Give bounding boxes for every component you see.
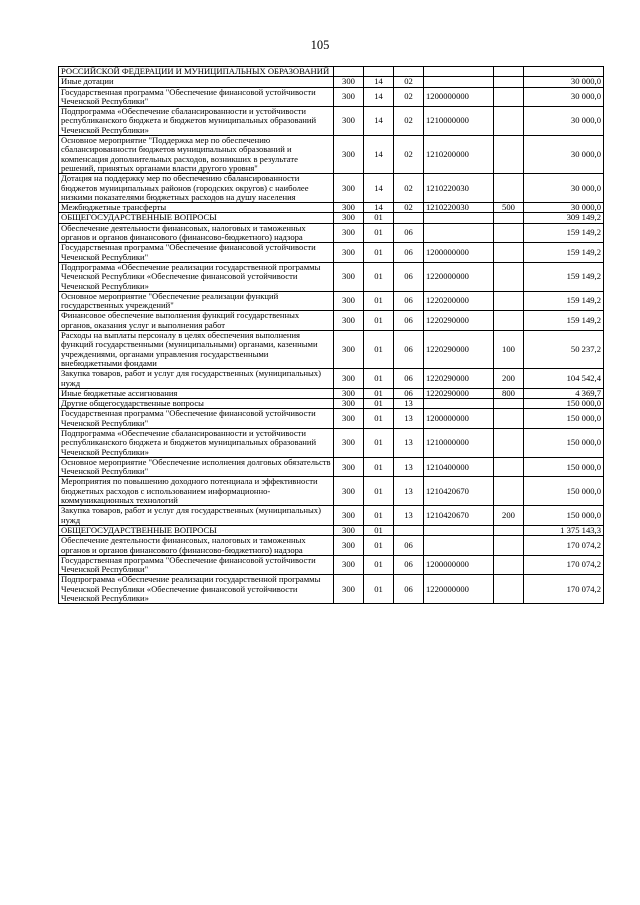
row-target-article: 1220290000: [424, 388, 494, 398]
row-expense-type: [494, 291, 524, 311]
table-row: [59, 311, 604, 331]
table-row: [59, 477, 604, 506]
row-target-article: 1220290000: [424, 369, 494, 389]
row-grbs: 300: [334, 243, 364, 263]
row-amount: 159 149,2: [524, 223, 604, 243]
table-row: [59, 203, 604, 213]
row-target-article: 1200000000: [424, 243, 494, 263]
row-grbs: 300: [334, 311, 364, 331]
row-podrazdel: 02: [394, 136, 424, 174]
row-expense-type: 200: [494, 369, 524, 389]
row-name: Закупка товаров, работ и услуг для государственных (муниципальных) нужд: [59, 369, 334, 389]
row-podrazdel: 06: [394, 243, 424, 263]
row-podrazdel: 06: [394, 311, 424, 331]
row-expense-type: 200: [494, 506, 524, 526]
row-grbs: 300: [334, 77, 364, 87]
row-grbs: 300: [334, 506, 364, 526]
table-row: [59, 213, 604, 223]
row-razdel: 01: [364, 575, 394, 604]
row-expense-type: [494, 536, 524, 556]
row-name: Иные бюджетные ассигнования: [59, 388, 334, 398]
row-target-article: 1210420670: [424, 477, 494, 506]
row-name: РОССИЙСКОЙ ФЕДЕРАЦИИ И МУНИЦИПАЛЬНЫХ ОБРАЗОВАНИЙ: [59, 67, 334, 77]
row-podrazdel: 06: [394, 555, 424, 575]
table-row: [59, 369, 604, 389]
row-amount: 150 000,0: [524, 506, 604, 526]
row-razdel: 01: [364, 399, 394, 409]
row-name: Основное мероприятие "Обеспечение исполнения долговых обязательств Чеченской Республики": [59, 457, 334, 477]
row-amount: 30 000,0: [524, 174, 604, 203]
row-expense-type: [494, 457, 524, 477]
row-amount: 159 149,2: [524, 243, 604, 263]
row-name: Расходы на выплаты персоналу в целях обеспечения выполнения функций государственными (муниципальными) органами, казенными учреждениями, органами управления государственными внебюджетными фондами: [59, 331, 334, 369]
row-amount: 150 000,0: [524, 399, 604, 409]
row-grbs: 300: [334, 107, 364, 136]
row-grbs: 300: [334, 428, 364, 457]
row-expense-type: 100: [494, 331, 524, 369]
row-target-article: [424, 525, 494, 535]
row-target-article: 1210200000: [424, 136, 494, 174]
table-row: [59, 575, 604, 604]
row-razdel: 01: [364, 428, 394, 457]
row-razdel: 14: [364, 136, 394, 174]
row-expense-type: [494, 555, 524, 575]
row-podrazdel: 13: [394, 428, 424, 457]
row-grbs: 300: [334, 388, 364, 398]
row-grbs: 300: [334, 555, 364, 575]
row-podrazdel: [394, 525, 424, 535]
table-row: [59, 399, 604, 409]
row-expense-type: [494, 223, 524, 243]
table-row: [59, 457, 604, 477]
row-name: Основное мероприятие "Обеспечение реализации функций государственных учреждений": [59, 291, 334, 311]
row-amount: 30 000,0: [524, 87, 604, 107]
row-name: Закупка товаров, работ и услуг для государственных (муниципальных) нужд: [59, 506, 334, 526]
row-grbs: 300: [334, 536, 364, 556]
row-name: Государственная программа "Обеспечение финансовой устойчивости Чеченской Республики": [59, 409, 334, 429]
row-podrazdel: 06: [394, 536, 424, 556]
row-grbs: 300: [334, 399, 364, 409]
row-name: Подпрограмма «Обеспечение сбалансированности и устойчивости республиканского бюджета и бюджетов муниципальных образований Чеченской Республики»: [59, 107, 334, 136]
row-grbs: [334, 67, 364, 77]
row-name: Мероприятия по повышению доходного потенциала и эффективности бюджетных расходов с использованием информационно-коммуникационных технологий: [59, 477, 334, 506]
row-grbs: 300: [334, 174, 364, 203]
row-grbs: 300: [334, 213, 364, 223]
row-razdel: 14: [364, 203, 394, 213]
row-target-article: [424, 213, 494, 223]
table-row: [59, 409, 604, 429]
row-target-article: 1220000000: [424, 575, 494, 604]
table-row: [59, 107, 604, 136]
row-target-article: 1210420670: [424, 506, 494, 526]
row-name: Основное мероприятие "Поддержка мер по обеспечению сбалансированности бюджетов муниципальных образований и компенсация дополнительных расходов, возникших в результате решений, принятых органами власти другого уровня": [59, 136, 334, 174]
row-amount: 159 149,2: [524, 262, 604, 291]
row-amount: 159 149,2: [524, 291, 604, 311]
row-podrazdel: 06: [394, 262, 424, 291]
row-razdel: 01: [364, 525, 394, 535]
row-grbs: 300: [334, 331, 364, 369]
row-grbs: 300: [334, 223, 364, 243]
row-target-article: [424, 223, 494, 243]
table-row: [59, 243, 604, 263]
row-expense-type: [494, 262, 524, 291]
row-podrazdel: [394, 67, 424, 77]
row-target-article: 1210220030: [424, 174, 494, 203]
row-grbs: 300: [334, 477, 364, 506]
row-amount: 150 000,0: [524, 428, 604, 457]
row-podrazdel: 06: [394, 388, 424, 398]
row-target-article: 1220200000: [424, 291, 494, 311]
row-expense-type: [494, 87, 524, 107]
row-name: Государственная программа "Обеспечение финансовой устойчивости Чеченской Республики": [59, 555, 334, 575]
row-grbs: 300: [334, 409, 364, 429]
row-razdel: 01: [364, 477, 394, 506]
row-expense-type: [494, 477, 524, 506]
row-razdel: 01: [364, 506, 394, 526]
row-expense-type: [494, 213, 524, 223]
row-podrazdel: 02: [394, 203, 424, 213]
row-amount: 150 000,0: [524, 457, 604, 477]
row-podrazdel: 02: [394, 87, 424, 107]
row-podrazdel: 06: [394, 369, 424, 389]
row-razdel: 01: [364, 555, 394, 575]
row-podrazdel: 13: [394, 399, 424, 409]
row-podrazdel: 13: [394, 457, 424, 477]
row-expense-type: [494, 428, 524, 457]
row-podrazdel: 06: [394, 331, 424, 369]
row-name: Финансовое обеспечение выполнения функций государственных органов, оказания услуг и выполнения работ: [59, 311, 334, 331]
row-grbs: 300: [334, 87, 364, 107]
row-expense-type: [494, 525, 524, 535]
row-grbs: 300: [334, 291, 364, 311]
row-razdel: 01: [364, 262, 394, 291]
table-row: [59, 428, 604, 457]
row-grbs: 300: [334, 369, 364, 389]
row-name: Подпрограмма «Обеспечение реализации государственной программы Чеченской Республики «Обеспечение финансовой устойчивости Чеченской Республики»: [59, 262, 334, 291]
row-podrazdel: 06: [394, 291, 424, 311]
row-amount: [524, 67, 604, 77]
row-podrazdel: [394, 213, 424, 223]
row-amount: 170 074,2: [524, 536, 604, 556]
row-amount: 159 149,2: [524, 311, 604, 331]
row-target-article: 1220290000: [424, 331, 494, 369]
row-name: Государственная программа "Обеспечение финансовой устойчивости Чеченской Республики": [59, 243, 334, 263]
table-row: [59, 262, 604, 291]
row-name: Другие общегосударственные вопросы: [59, 399, 334, 409]
row-target-article: [424, 77, 494, 87]
row-razdel: 14: [364, 174, 394, 203]
row-razdel: 14: [364, 107, 394, 136]
row-razdel: 01: [364, 409, 394, 429]
row-target-article: [424, 399, 494, 409]
row-target-article: 1220000000: [424, 262, 494, 291]
table-row: [59, 555, 604, 575]
row-expense-type: [494, 174, 524, 203]
table-row: [59, 388, 604, 398]
table-row: [59, 536, 604, 556]
row-razdel: 01: [364, 457, 394, 477]
row-razdel: 01: [364, 369, 394, 389]
row-podrazdel: 13: [394, 477, 424, 506]
table-row: [59, 506, 604, 526]
row-name: ОБЩЕГОСУДАРСТВЕННЫЕ ВОПРОСЫ: [59, 525, 334, 535]
row-amount: 50 237,2: [524, 331, 604, 369]
row-podrazdel: 06: [394, 223, 424, 243]
row-target-article: 1210400000: [424, 457, 494, 477]
row-amount: 30 000,0: [524, 107, 604, 136]
row-expense-type: [494, 399, 524, 409]
row-razdel: 14: [364, 77, 394, 87]
row-razdel: 01: [364, 223, 394, 243]
table-row: [59, 87, 604, 107]
table-row: [59, 77, 604, 87]
row-expense-type: [494, 575, 524, 604]
row-target-article: [424, 67, 494, 77]
row-name: Обеспечение деятельности финансовых, налоговых и таможенных органов и органов финансового (финансово-бюджетного) надзора: [59, 536, 334, 556]
row-podrazdel: 02: [394, 107, 424, 136]
row-target-article: [424, 536, 494, 556]
row-name: Межбюджетные трансферты: [59, 203, 334, 213]
row-podrazdel: 06: [394, 575, 424, 604]
row-amount: 30 000,0: [524, 203, 604, 213]
table-row: [59, 525, 604, 535]
row-target-article: 1200000000: [424, 409, 494, 429]
row-amount: 30 000,0: [524, 136, 604, 174]
row-amount: 30 000,0: [524, 77, 604, 87]
row-grbs: 300: [334, 525, 364, 535]
row-expense-type: [494, 107, 524, 136]
row-target-article: 1200000000: [424, 555, 494, 575]
budget-table: [58, 66, 604, 604]
row-expense-type: [494, 409, 524, 429]
row-target-article: 1210000000: [424, 428, 494, 457]
row-name: Иные дотации: [59, 77, 334, 87]
table-row: [59, 67, 604, 77]
row-grbs: 300: [334, 575, 364, 604]
row-expense-type: 500: [494, 203, 524, 213]
row-expense-type: [494, 67, 524, 77]
row-razdel: 01: [364, 291, 394, 311]
row-razdel: 01: [364, 331, 394, 369]
row-razdel: 01: [364, 388, 394, 398]
row-expense-type: [494, 243, 524, 263]
row-amount: 4 369,7: [524, 388, 604, 398]
row-razdel: [364, 67, 394, 77]
row-amount: 170 074,2: [524, 555, 604, 575]
page-number: 105: [310, 38, 330, 52]
row-razdel: 01: [364, 311, 394, 331]
row-amount: 104 542,4: [524, 369, 604, 389]
table-row: [59, 291, 604, 311]
row-name: ОБЩЕГОСУДАРСТВЕННЫЕ ВОПРОСЫ: [59, 213, 334, 223]
row-grbs: 300: [334, 136, 364, 174]
row-podrazdel: 02: [394, 174, 424, 203]
row-target-article: 1220290000: [424, 311, 494, 331]
row-amount: 309 149,2: [524, 213, 604, 223]
row-grbs: 300: [334, 457, 364, 477]
row-podrazdel: 13: [394, 506, 424, 526]
row-target-article: 1200000000: [424, 87, 494, 107]
row-expense-type: [494, 77, 524, 87]
row-amount: 150 000,0: [524, 477, 604, 506]
table-row: [59, 223, 604, 243]
row-expense-type: 800: [494, 388, 524, 398]
row-podrazdel: 02: [394, 77, 424, 87]
table-row: [59, 331, 604, 369]
row-target-article: 1210000000: [424, 107, 494, 136]
row-razdel: 01: [364, 243, 394, 263]
row-name: Обеспечение деятельности финансовых, налоговых и таможенных органов и органов финансового (финансово-бюджетного) надзора: [59, 223, 334, 243]
row-amount: 1 375 143,3: [524, 525, 604, 535]
row-razdel: 14: [364, 87, 394, 107]
row-name: Государственная программа "Обеспечение финансовой устойчивости Чеченской Республики": [59, 87, 334, 107]
row-amount: 170 074,2: [524, 575, 604, 604]
row-razdel: 01: [364, 213, 394, 223]
row-name: Подпрограмма «Обеспечение реализации государственной программы Чеченской Республики «Обеспечение финансовой устойчивости Чеченской Республики»: [59, 575, 334, 604]
table-row: [59, 136, 604, 174]
row-podrazdel: 13: [394, 409, 424, 429]
row-expense-type: [494, 311, 524, 331]
row-expense-type: [494, 136, 524, 174]
row-razdel: 01: [364, 536, 394, 556]
row-name: Дотация на поддержку мер по обеспечению сбалансированности бюджетов муниципальных районов (городских округов) с наиболее низкими показателями бюджетных расходов на душу населения: [59, 174, 334, 203]
row-grbs: 300: [334, 262, 364, 291]
row-name: Подпрограмма «Обеспечение сбалансированности и устойчивости республиканского бюджета и бюджетов муниципальных образований Чеченской Республики»: [59, 428, 334, 457]
row-grbs: 300: [334, 203, 364, 213]
row-amount: 150 000,0: [524, 409, 604, 429]
table-row: [59, 174, 604, 203]
row-target-article: 1210220030: [424, 203, 494, 213]
